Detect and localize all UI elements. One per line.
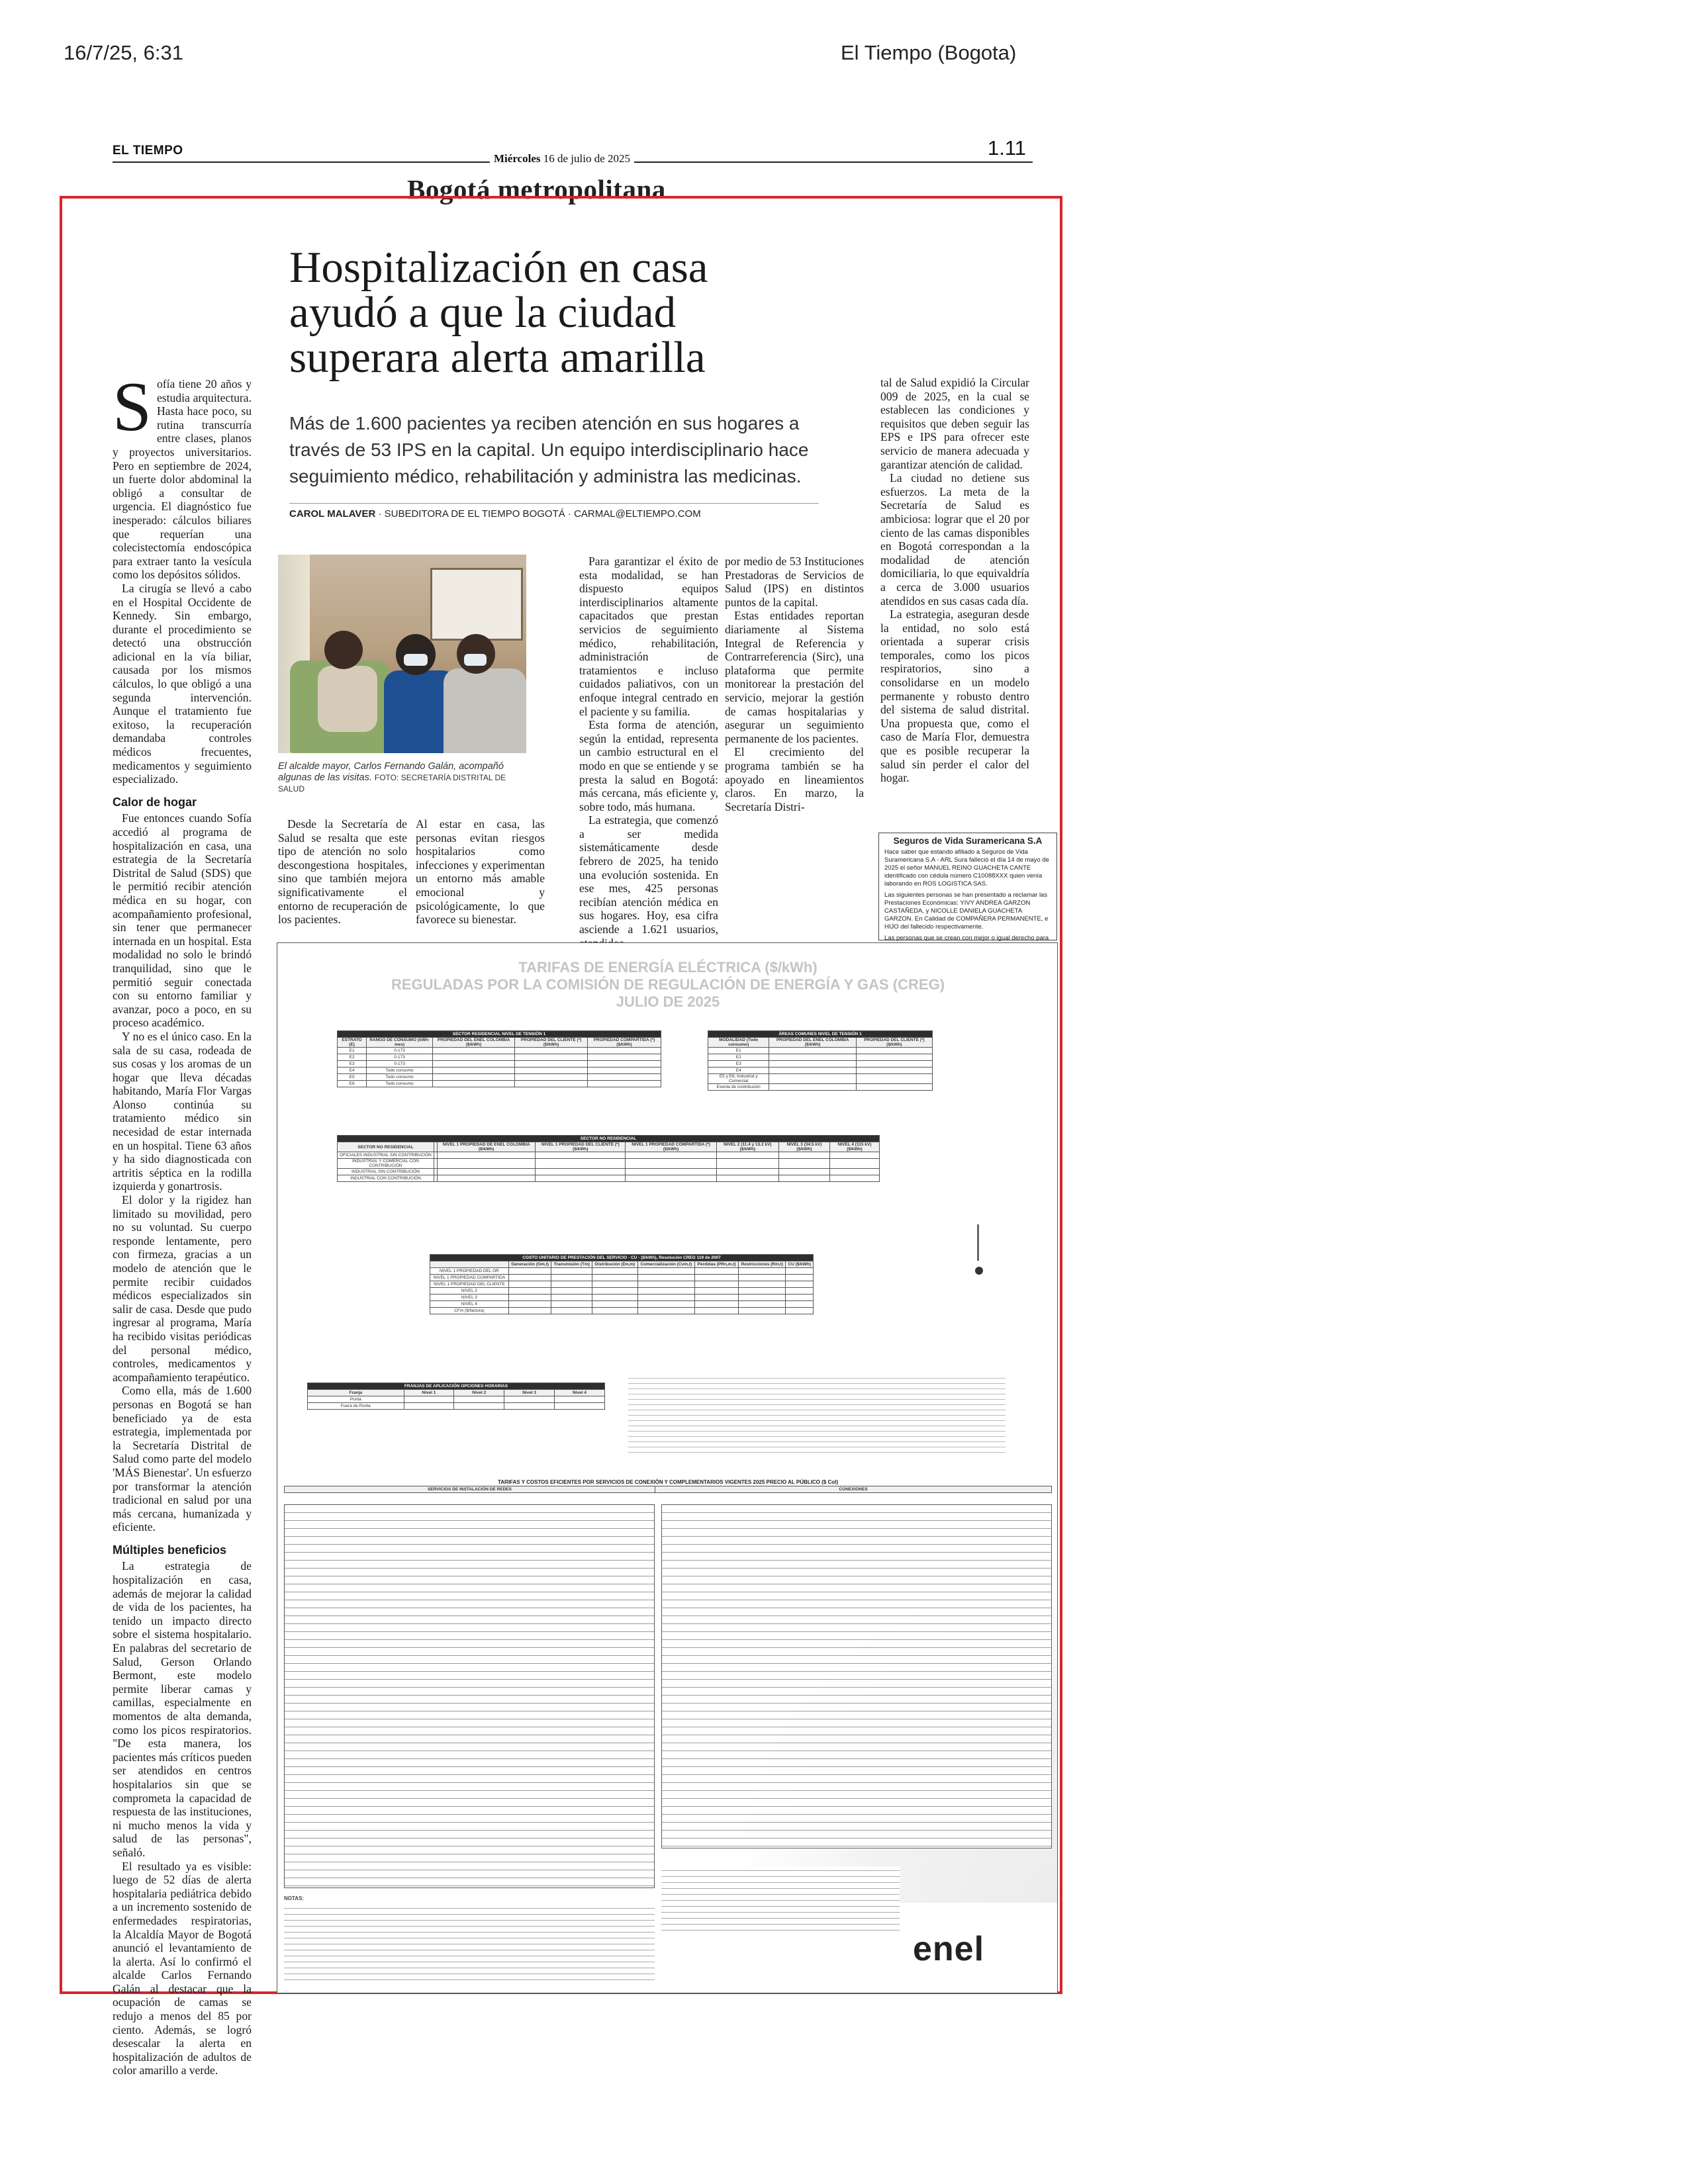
enel-tariff-ad (277, 942, 1058, 1993)
table-cell (508, 1268, 551, 1275)
newspaper-brand: EL TIEMPO (113, 144, 183, 158)
table-cell (769, 1074, 856, 1084)
enel-logo: enel (913, 1930, 985, 1968)
table-row (338, 1081, 661, 1087)
table-header-cell (430, 1261, 509, 1268)
table-left-title: SERVICIOS DE INSTALACIÓN DE REDES (285, 1486, 655, 1492)
ad-footnotes (628, 1375, 1006, 1454)
ad-notes-text (284, 1904, 655, 1983)
table-cell: E6 (338, 1081, 367, 1087)
table-row (430, 1275, 814, 1281)
table-row (338, 1068, 661, 1074)
table-cell (437, 1159, 535, 1169)
table-header-cell: Nivel 2 (454, 1390, 504, 1396)
table-cell (716, 1169, 778, 1175)
table-cell (637, 1281, 694, 1288)
table-row (338, 1074, 661, 1081)
table-cell (515, 1048, 588, 1054)
table-row (308, 1396, 605, 1403)
article-paragraph: ofía tiene 20 años y estudia arquitectura. Hasta hace poco, su rutina transcurría entre clases, planos y proyectos universitarios. Pero en septiembre de 2024, un fuerte dolor abdominal la obligó a consultar de urgencia. El diagnóstico fue inesperado: cálculos biliares que requerían una colecistectomía endoscópica para extraer tanto la vesícula como los depósitos sólidos. (113, 377, 252, 582)
table-cell (778, 1169, 829, 1175)
table-header-cell: MODALIDAD (Todo consumo) (708, 1038, 769, 1048)
byline-detail: · SUBEDITORA DE EL TIEMPO BOGOTÁ · CARMAL@ELTIEMPO.COM (378, 508, 701, 520)
table-cell (515, 1068, 588, 1074)
table-cell (739, 1308, 786, 1314)
table-cell (437, 1152, 535, 1159)
table-cell (637, 1295, 694, 1301)
table-cell (592, 1308, 637, 1314)
table-row (708, 1054, 933, 1061)
table-cell: INDUSTRIAL Y COMERCIAL CON CONTRIBUCIÓN (338, 1159, 434, 1169)
ad-subtitle: REGULADAS POR LA COMISIÓN DE REGULACIÓN DE ENERGÍA Y GAS (CREG) (391, 976, 945, 993)
table-header-cell: Transmisión (Tm) (551, 1261, 592, 1268)
table-header-cell: CU ($/kWh) (786, 1261, 814, 1268)
table-cell (716, 1159, 778, 1169)
masthead-date (490, 152, 634, 165)
table-cell (508, 1301, 551, 1308)
table-cell (739, 1268, 786, 1275)
table-cell (695, 1308, 739, 1314)
table-row (708, 1048, 933, 1054)
table-cell (637, 1275, 694, 1281)
table-cell (551, 1308, 592, 1314)
article-paragraph: El crecimiento del programa también se ha apoyado en lineamientos claros. En marzo, la Secretaría Distri- (725, 745, 864, 813)
table-cell: NIVEL 1 PROPIEDAD DEL CLIENTE (430, 1281, 509, 1288)
article-paragraph: El dolor y la rigidez han limitado su movilidad, pero no su voluntad. Su cuerpo responde lentamente, pero con firmeza, gracias a un modelo de atención que le permite recibir cuidados médicos especializados sin salir de casa. Desde que pudo ingresar al programa, María ha recibido visitas periódicas del personal médico, controles, medicamentos y acompañamiento terapéutico. (113, 1193, 252, 1384)
table-header-cell: Nivel 1 (404, 1390, 454, 1396)
legal-notice-title: Seguros de Vida Suramericana S.A (893, 836, 1043, 846)
table-cell: Exenta de contribución (708, 1084, 769, 1091)
enel-side-mark-icon (969, 1221, 989, 1281)
table-cell (786, 1268, 814, 1275)
article-paragraph: Fue entonces cuando Sofía accedió al programa de hospitalización en casa, una estrategia de la Secretaría Distrital de Salud (SDS) que le permitió recibir atención médica en su hogar, con acompañamiento profesional, sin tener que permanecer internada en un hospital. Esta modalidad no solo le brindó tranquilidad, sino que le permitió seguir conectada con su entorno familiar y avanzar, poco a poco, en su proceso académico. (113, 811, 252, 1030)
table-cell (829, 1169, 879, 1175)
table-cell (504, 1403, 555, 1410)
table-cell (637, 1301, 694, 1308)
table-cell: NIVEL 1 PROPIEDAD COMPARTIDA (430, 1275, 509, 1281)
table-cell (592, 1301, 637, 1308)
table-header-cell: NIVEL 1 PROPIEDAD DE ENEL COLOMBIA ($/kWh) (437, 1142, 535, 1152)
article-paragraph: La estrategia, que comenzó a ser medida sistemáticamente desde febrero de 2025, ha tenido una evolución sostenida. En ese mes, 425 personas recibían atención médica en sus hogares. Hoy, esa cifra asciende a 1.621 usuarios, (579, 813, 718, 936)
table-cell: OFICIALES INDUSTRIAL SIN CONTRIBUCIÓN (338, 1152, 434, 1159)
article-paragraph: La cirugía se llevó a cabo en el Hospital Occidente de Kennedy. Sin embargo, durante el procedimiento se detectó una obstrucción adicional en la vía biliar, causada por los mismos cálculos, lo que obligó a una segunda intervención. Aunque el tratamiento fue exitoso, la recuperación demandaba controles médicos frecuentes, medicamentos y seguimiento especializado. (113, 581, 252, 786)
table-header-cell: NIVEL 4 (115 kV) ($/kWh) (829, 1142, 879, 1152)
table-cell (508, 1288, 551, 1295)
table-cell (637, 1268, 694, 1275)
table-right-title: CONEXIONES (655, 1486, 1052, 1492)
page-number: 1.11 (988, 136, 1027, 159)
table-row (708, 1084, 933, 1091)
table-cell (551, 1275, 592, 1281)
table-cell (554, 1396, 604, 1403)
article-paragraph: Al estar en casa, las personas evitan riesgos hospitalarios como infecciones y experimentan un entorno más amable emocional y psicológicamente, lo que favorece su bienestar. (416, 817, 545, 927)
ad-title: TARIFAS DE ENERGÍA ELÉCTRICA ($/kWh) (518, 959, 818, 976)
table-cell: E1 (338, 1048, 367, 1054)
article-headline: Hospitalización en casa ayudó a que la ciudad superara alerta amarilla (289, 243, 708, 382)
tariff-table-common-areas (708, 1030, 933, 1091)
table-header-cell: Nivel 4 (554, 1390, 604, 1396)
table-cell: E5 y E6, Industrial y Comercial (708, 1074, 769, 1084)
table-cell: INDUSTRIAL CON CONTRIBUCIÓN (338, 1175, 434, 1182)
table-cell (778, 1175, 829, 1182)
article-paragraph: Estas entidades reportan diariamente al Sistema Integral de Referencia y Contrarreferencia (Sirc), una plataforma que permite monitorear la prestación del servicio, mejorar la gestión de camas hospitalarias y asegurar un seguimiento permanente de los pacientes. (725, 609, 864, 745)
table-cell (504, 1396, 555, 1403)
legal-notice-paragraph: Las siguientes personas se han presentado a reclamar las Prestaciones Económicas: YIVY ANDREA GARZON CASTAÑEDA, y NICOLLE DANIELA GUACHETA GARZON. En Calidad de COMPAÑERA PERMANENTE, e HIJO del fallecido respectivamente. (884, 891, 1049, 931)
table-title: SECTOR NO RESIDENCIAL (338, 1136, 880, 1142)
table-cell (695, 1281, 739, 1288)
table-cell (536, 1175, 626, 1182)
table-cell (695, 1288, 739, 1295)
table-cell (786, 1288, 814, 1295)
article-paragraph: tal de Salud expidió la Circular 009 de 2025, en la cual se establecen las condiciones y requisitos que deben seguir las EPS e IPS para ofrecer este servicio de manera adecuada y garantizar atención de calidad. (880, 376, 1029, 471)
table-cell (551, 1301, 592, 1308)
table-cell: INDUSTRIAL SIN CONTRIBUCIÓN (338, 1169, 434, 1175)
table-row (430, 1301, 814, 1308)
table-cell (551, 1268, 592, 1275)
table-cell: NIVEL 1 PROPIEDAD DEL OR (430, 1268, 509, 1275)
table-title: TARIFAS Y COSTOS EFICIENTES POR SERVICIOS DE CONEXIÓN Y COMPLEMENTARIOS VIGENTES 2025 PRECIO AL PÚBLICO ($ Col) (285, 1479, 1052, 1486)
article-column-3 (416, 817, 545, 927)
masthead-weekday: Miércoles (494, 152, 541, 165)
table-cell (739, 1288, 786, 1295)
article-column-2 (278, 817, 407, 927)
section-title: Bogotá metropolitana (407, 174, 666, 205)
table-cell (695, 1295, 739, 1301)
table-cell (515, 1081, 588, 1087)
table-header-cell: SECTOR NO RESIDENCIAL (338, 1142, 434, 1152)
table-cell (856, 1084, 932, 1091)
article-column-5 (725, 555, 864, 813)
article-paragraph: La ciudad no detiene sus esfuerzos. La meta de la Secretaría de Salud es ambiciosa: lograr que el 20 por ciento de las camas disponibles en Bogotá correspondan a la modalidad de atención domiciliaria, lo que equivaldría a cerca de 3.000 usuarios atendidos en sus casas cada día. (880, 471, 1029, 608)
table-cell: NIVEL 3 (430, 1295, 509, 1301)
table-cell (432, 1061, 515, 1068)
table-cell (592, 1295, 637, 1301)
article-paragraph: Y no es el único caso. En la sala de su casa, rodeada de sus cosas y los aromas de un hogar que lleva décadas habitando, María Flor Vargas Alonso continúa su tratamiento médico sin necesidad de estar internada en un hospital. Tiene 63 años y ha sido diagnosticada con artritis séptica en la rodilla izquierda y gonartrosis. (113, 1029, 252, 1193)
article-paragraph: El resultado ya es visible: luego de 52 días de alerta hospitalaria pediátrica debido a un incremento sostenido de enfermedades respiratorias, la Alcaldía Mayor de Bogotá anunció el levantamiento de la alerta. Así lo confirmó el alcalde Carlos Fernando Galán al destacar que la ocupación de camas se redujo a menos del 85 por ciento. Además, se logró desescalar la alerta en hospitalización de adultos de color amarillo a verde. (113, 1859, 252, 2077)
connection-services-left-body (284, 1504, 655, 1888)
article-paragraph: Para garantizar el éxito de esta modalidad, se han dispuesto equipos interdisciplinarios altamente capacitados que prestan servicios de seguimiento médico, rehabilitación, administración de tratamientos e incluso cuidados paliativos, con un enfoque integral centrado en el paciente y su familia. (579, 555, 718, 718)
table-row (430, 1295, 814, 1301)
article-byline (289, 508, 701, 520)
article-paragraph: Como ella, más de 1.600 personas en Bogotá se han beneficiado ya de esta estrategia, implementada por la Secretaría Distrital de Salud como parte del modelo 'MÁS Bienestar'. Un esfuerzo por transformar la atención tradicional en salud por una más cercana, humanizada y eficiente. (113, 1384, 252, 1534)
table-row (430, 1281, 814, 1288)
table-cell: Todo consumo (367, 1074, 433, 1081)
table-cell (626, 1175, 716, 1182)
legal-notice-paragraph: Hace saber que estando afiliado a Seguros de Vida Suramericana S.A - ARL Sura falleció el día 14 de mayo de 2025 el señor MANUEL REINO GUACHETA CANTE identificado con cédula número C10088XXX quien venía laborando en ROS LOGISTICA SAS. (884, 848, 1049, 887)
table-cell (769, 1048, 856, 1054)
table-cell (695, 1301, 739, 1308)
table-row (338, 1054, 661, 1061)
table-cell (856, 1074, 932, 1084)
table-cell (508, 1281, 551, 1288)
table-cell (587, 1048, 661, 1054)
table-cell: E3 (338, 1061, 367, 1068)
table-cell (829, 1159, 879, 1169)
table-cell (626, 1159, 716, 1169)
photo-caption (278, 761, 533, 795)
table-cell (829, 1152, 879, 1159)
table-cell (536, 1159, 626, 1169)
table-header-cell: NIVEL 2 (11.4 y 13.2 kV) ($/kWh) (716, 1142, 778, 1152)
table-header-cell: PROPIEDAD DEL CLIENTE (*) ($/kWh) (515, 1038, 588, 1048)
table-cell (587, 1068, 661, 1074)
table-cell (454, 1403, 504, 1410)
table-cell (856, 1061, 932, 1068)
table-row (338, 1159, 880, 1169)
table-cell (432, 1048, 515, 1054)
table-cell (786, 1308, 814, 1314)
table-cell (432, 1068, 515, 1074)
table-cell (437, 1175, 535, 1182)
table-row (338, 1175, 880, 1182)
table-cell (592, 1288, 637, 1295)
table-cell (739, 1301, 786, 1308)
article-paragraph: por medio de 53 Instituciones Prestadoras de Servicios de Salud (IPS) en distintos puntos de la capital. (725, 555, 864, 609)
byline-rule (289, 503, 819, 504)
article-column-6 (880, 376, 1029, 785)
table-row (708, 1074, 933, 1084)
table-header-cell: Franja (308, 1390, 404, 1396)
tariff-table-residential (337, 1030, 661, 1087)
article-column-4 (579, 555, 718, 950)
table-cell: CFm ($/factura) (430, 1308, 509, 1314)
table-cell (769, 1061, 856, 1068)
table-cell: E5 (338, 1074, 367, 1081)
table-cell (404, 1403, 454, 1410)
table-cell: NIVEL 2 (430, 1288, 509, 1295)
article-deck: Más de 1.600 pacientes ya reciben atención en sus hogares a través de 53 IPS en la capital. Un equipo interdisciplinario hace seguimiento médico, rehabilitación y administra las medicinas. (289, 413, 809, 486)
table-cell (637, 1308, 694, 1314)
table-title: ÁREAS COMUNES NIVEL DE TENSIÓN 1 (708, 1031, 933, 1038)
article-paragraph: Desde la Secretaría de Salud se resalta que este tipo de atención no solo descongestiona hospitales, sino que también mejora significativamente el entorno de recuperación de los pacientes. (278, 817, 407, 927)
table-cell: E3 (708, 1061, 769, 1068)
table-header-cell: NIVEL 3 (34.5 kV) ($/kWh) (778, 1142, 829, 1152)
tariff-table-unit-cost (430, 1254, 814, 1314)
table-cell (786, 1295, 814, 1301)
table-cell: E2 (338, 1054, 367, 1061)
table-cell: E4 (338, 1068, 367, 1074)
article-photo (278, 555, 526, 753)
table-header-cell: ESTRATO (E) (338, 1038, 367, 1048)
ad-date: JULIO DE 2025 (616, 993, 720, 1010)
ad-notes-label: NOTAS: (284, 1895, 305, 1901)
table-title: FRANJAS DE APLICACIÓN OPCIONES HORARIAS (308, 1383, 605, 1390)
table-title: COSTO UNITARIO DE PRESTACIÓN DEL SERVICIO - CU - ($/kWh), Resolución CREG 119 de 2007 (430, 1255, 814, 1261)
table-header-cell: NIVEL 1 PROPIEDAD DEL CLIENTE (*) ($/kWh) (536, 1142, 626, 1152)
table-cell (716, 1152, 778, 1159)
table-cell (515, 1074, 588, 1081)
legal-notice-paragraph: Las personas que se crean con mejor o igual derecho para (884, 934, 1049, 942)
table-cell (592, 1281, 637, 1288)
table-header-cell: PROPIEDAD DEL ENEL COLOMBIA ($/kWh) (769, 1038, 856, 1048)
table-header-cell: Restricciones (Rm,t) (739, 1261, 786, 1268)
table-cell (695, 1275, 739, 1281)
table-cell (536, 1152, 626, 1159)
table-header-cell: Distribución (Dn,m) (592, 1261, 637, 1268)
table-cell (432, 1081, 515, 1087)
table-row (338, 1061, 661, 1068)
table-cell: NIVEL 4 (430, 1301, 509, 1308)
table-cell: Todo consumo (367, 1081, 433, 1087)
table-cell (536, 1169, 626, 1175)
table-cell: E2 (708, 1054, 769, 1061)
table-cell (829, 1175, 879, 1182)
drop-cap: S (113, 368, 152, 445)
table-header-cell: Generación (Gm,t) (508, 1261, 551, 1268)
table-cell (739, 1295, 786, 1301)
table-cell (551, 1288, 592, 1295)
table-row (430, 1308, 814, 1314)
table-cell (637, 1288, 694, 1295)
table-cell (695, 1268, 739, 1275)
table-cell (515, 1054, 588, 1061)
article-paragraph: Esta forma de atención, según la entidad, representa un cambio estructural en el modo en que se entiende y se presta la salud en Bogotá: más cercana, más eficiente y, sobre todo, más humana. (579, 718, 718, 813)
legal-notice (878, 833, 1057, 940)
table-cell (432, 1054, 515, 1061)
table-cell (786, 1281, 814, 1288)
print-source-title: El Tiempo (Bogota) (841, 41, 1017, 64)
table-cell (786, 1275, 814, 1281)
table-row (430, 1288, 814, 1295)
table-cell: Todo consumo (367, 1068, 433, 1074)
table-cell (778, 1152, 829, 1159)
table-cell (739, 1275, 786, 1281)
table-row (708, 1068, 933, 1074)
table-row (338, 1169, 880, 1175)
table-cell (592, 1275, 637, 1281)
ad-notes-right-text (661, 1866, 900, 1933)
table-header-cell: RANGO DE CONSUMO (kWh-mes) (367, 1038, 433, 1048)
tariff-table-connection-services (284, 1479, 1052, 1493)
table-cell: 0-173 (367, 1061, 433, 1068)
table-cell (587, 1054, 661, 1061)
table-row (338, 1048, 661, 1054)
table-cell (592, 1268, 637, 1275)
table-cell (551, 1295, 592, 1301)
article-column-1 (113, 368, 252, 2077)
tariff-table-time-bands (307, 1383, 605, 1410)
masthead-date-rest: 16 de julio de 2025 (543, 152, 630, 165)
table-cell (508, 1295, 551, 1301)
photo-credit: FOTO: SECRETARÍA DISTRITAL DE SALUD (278, 773, 506, 794)
table-cell (515, 1061, 588, 1068)
table-cell (432, 1074, 515, 1081)
table-cell: Fuera de Punta (308, 1403, 404, 1410)
table-header-cell: PROPIEDAD COMPARTIDA (*) ($/kWh) (587, 1038, 661, 1048)
table-cell (454, 1396, 504, 1403)
table-cell: E4 (708, 1068, 769, 1074)
table-cell (508, 1308, 551, 1314)
table-cell (786, 1301, 814, 1308)
article-subhead: Múltiples beneficios (113, 1543, 227, 1557)
table-cell: 0-173 (367, 1054, 433, 1061)
table-cell (856, 1048, 932, 1054)
photo-caption-text: El alcalde mayor, Carlos Fernando Galán, acompañó algunas de las visitas. (278, 761, 504, 783)
table-cell (587, 1061, 661, 1068)
table-row (338, 1152, 880, 1159)
article-paragraph: La estrategia, aseguran desde la entidad, no solo está orientada a superar crisis temporales, como los picos respiratorios, sino a consolidarse en un modelo permanente y robusto dentro del sistema de salud distrital. Una propuesta que, como el caso de María Flor, demuestra que es posible recuperar la salud sin perder el calor del hogar. (880, 608, 1029, 785)
table-cell (739, 1281, 786, 1288)
article-subhead: Calor de hogar (113, 795, 197, 809)
table-cell: 0-173 (367, 1048, 433, 1054)
table-title: SECTOR RESIDENCIAL NIVEL DE TENSIÓN 1 (338, 1031, 661, 1038)
table-cell (626, 1152, 716, 1159)
table-header-cell: Pérdidas (PRn,m,t) (695, 1261, 739, 1268)
table-row (708, 1061, 933, 1068)
table-header-cell: NIVEL 1 PROPIEDAD COMPARTIDA (*) ($/kWh) (626, 1142, 716, 1152)
table-cell (554, 1403, 604, 1410)
table-cell (508, 1275, 551, 1281)
tariff-table-non-residential (337, 1135, 880, 1182)
table-cell: E1 (708, 1048, 769, 1054)
connection-services-right-body (661, 1504, 1052, 1848)
table-cell (778, 1159, 829, 1169)
table-cell (404, 1396, 454, 1403)
byline-name: CAROL MALAVER (289, 508, 376, 520)
table-header-cell: PROPIEDAD DEL ENEL COLOMBIA ($/kWh) (432, 1038, 515, 1048)
table-header-cell: Nivel 3 (504, 1390, 555, 1396)
table-cell (769, 1054, 856, 1061)
table-cell (626, 1169, 716, 1175)
article-paragraph: La estrategia de hospitalización en casa, además de mejorar la calidad de vida de los pacientes, ha tenido un impacto directo sobre el sistema hospitalario. En palabras del secretario de Salud, Gerson Orlando Bermont, este modelo permite liberar camas y camillas, especialmente en momentos de alta demanda, como los picos respiratorios. "De esta manera, los pacientes más críticos pueden ser atendidos en centros hospitalarios sin que se comprometa la capacidad de respuesta de las instituciones, ni mucho menos la vida y salud de las personas", señaló. (113, 1559, 252, 1859)
table-header-cell: PROPIEDAD DEL CLIENTE (*) ($/kWh) (856, 1038, 932, 1048)
table-cell (769, 1068, 856, 1074)
table-cell (856, 1054, 932, 1061)
table-cell (769, 1084, 856, 1091)
table-cell (587, 1074, 661, 1081)
table-cell (587, 1081, 661, 1087)
table-cell (551, 1281, 592, 1288)
table-cell (716, 1175, 778, 1182)
table-header-cell: Comercialización (Cvm,t) (637, 1261, 694, 1268)
table-row (308, 1403, 605, 1410)
table-row (430, 1268, 814, 1275)
table-cell (856, 1068, 932, 1074)
table-cell (437, 1169, 535, 1175)
print-date: 16/7/25, 6:31 (64, 41, 183, 64)
table-cell: Punta (308, 1396, 404, 1403)
